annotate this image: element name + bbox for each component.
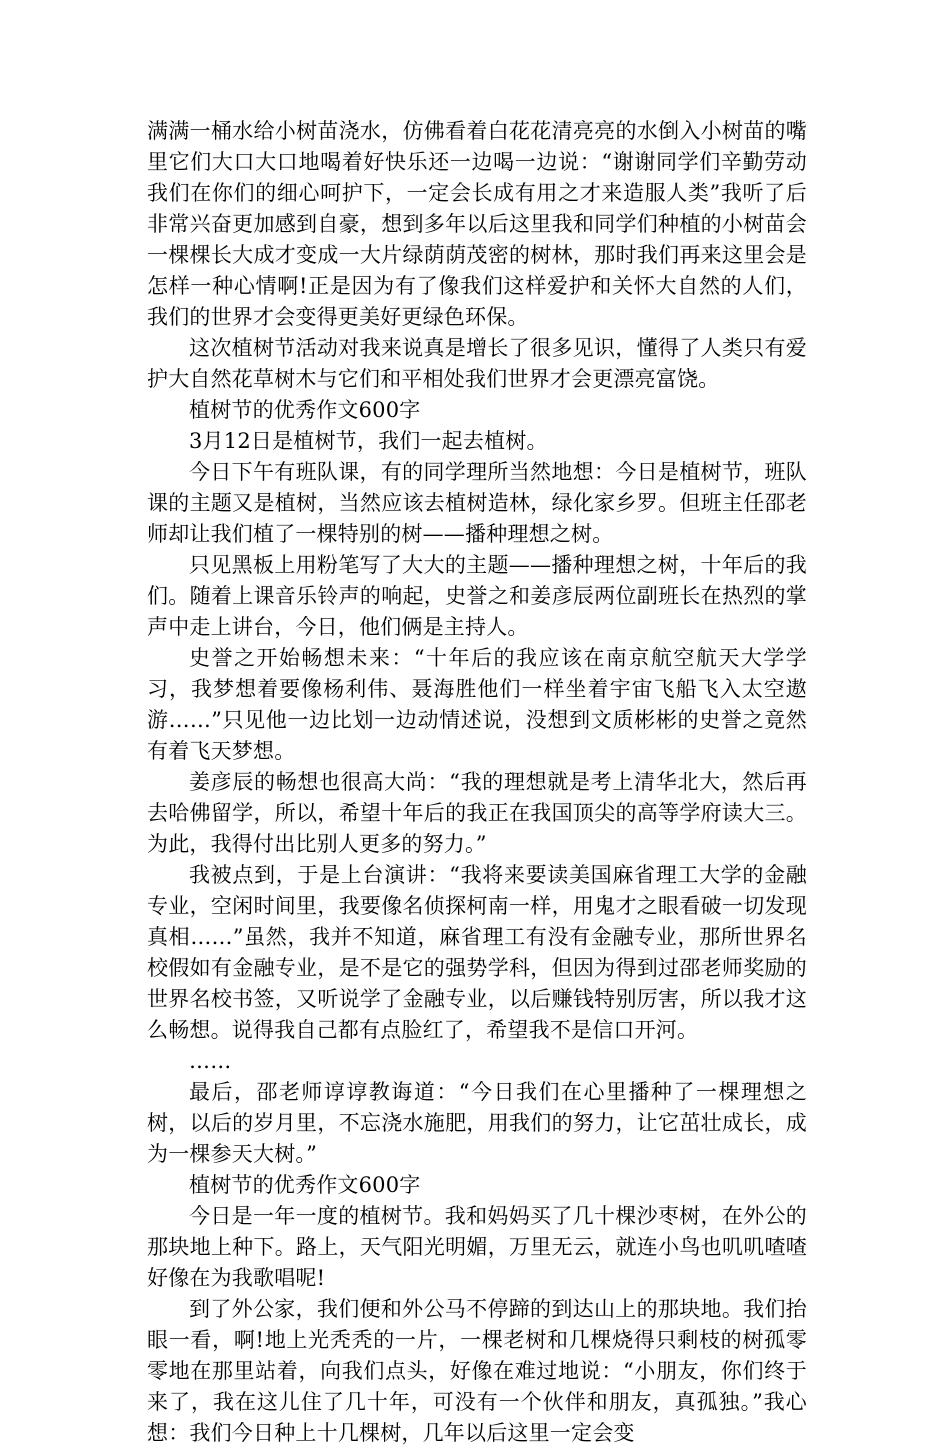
paragraph: 这次植树节活动对我来说真是增长了很多见识，懂得了人类只有爱护大自然花草树木与它们和平相处我们世界才会更漂亮富饶。 (147, 336, 807, 391)
paragraph: 今日是一年一度的植树节。我和妈妈买了几十棵沙枣树，在外公的那块地上种下。路上，天气阳光明媚，万里无云，就连小鸟也叽叽喳喳好像在为我歌唱呢! (147, 1204, 807, 1290)
paragraph: 3月12日是植树节，我们一起去植树。 (189, 429, 548, 453)
paragraph: 我被点到，于是上台演讲：“我将来要读美国麻省理工大学的金融专业，空闲时间里，我要像名侦探柯南一样，用鬼才之眼看破一切发现真相……”虽然，我并不知道，麻省理工有没有金融专业，那所世界名校假如有金融专业，是不是它的强势学科，但因为得到过邵老师奖励的世界名校书签，又听说学了金融专业，以后赚钱特别厉害，所以我才这么畅想。说得我自己都有点脸红了，希望我不是信口开河。 (147, 863, 807, 1042)
paragraph: 史誉之开始畅想未来：“十年后的我应该在南京航空航天大学学习，我梦想着要像杨利伟、聂海胜他们一样坐着宇宙飞船飞入太空遨游……”只见他一边比划一边动情述说，没想到文质彬彬的史誉之竟然有着飞天梦想。 (147, 646, 807, 763)
essay-heading: 植树节的优秀作文600字 (189, 1173, 421, 1197)
essay-heading: 植树节的优秀作文600字 (189, 398, 421, 422)
paragraph: 只见黑板上用粉笔写了大大的主题——播种理想之树，十年后的我们。随着上课音乐铃声的响起，史誉之和姜彦辰两位副班长在热烈的掌声中走上讲台，今日，他们俩是主持人。 (147, 553, 807, 639)
paragraph: 今日下午有班队课，有的同学理所当然地想：今日是植树节，班队课的主题又是植树，当然应该去植树造林，绿化家乡罗。但班主任邵老师却让我们植了一棵特别的树——播种理想之树。 (147, 460, 807, 546)
paragraph-continuation: 满满一桶水给小树苗浇水，仿佛看着白花花清亮亮的水倒入小树苗的嘴里它们大口大口地喝着好快乐还一边喝一边说：“谢谢同学们辛勤劳动我们在你们的细心呵护下，一定会长成有用之才来造服人类”我听了后非常兴奋更加感到自豪，想到多年以后这里我和同学们种植的小树苗会一棵棵长大成才变成一大片绿荫荫茂密的树林，那时我们再来这里会是怎样一种心情啊!正是因为有了像我们这样爱护和关怀大自然的人们，我们的世界才会变得更美好更绿色环保。 (147, 119, 807, 329)
paragraph: 姜彦辰的畅想也很高大尚：“我的理想就是考上清华北大，然后再去哈佛留学，所以，希望十年后的我正在我国顶尖的高等学府读大三。为此，我得付出比别人更多的努力。” (147, 770, 807, 856)
paragraph: 最后，邵老师谆谆教诲道：“今日我们在心里播种了一棵理想之树，以后的岁月里，不忘浇水施肥，用我们的努力，让它茁壮成长，成为一棵参天大树。” (147, 1080, 807, 1166)
paragraph: 到了外公家，我们便和外公马不停蹄的到达山上的那块地。我们抬眼一看，啊!地上光秃秃的一片，一棵老树和几棵烧得只剩枝的树孤零零地在那里站着，向我们点头，好像在难过地说：“小朋友，你们终于来了，我在这儿住了几十年，可没有一个伙伴和朋友，真孤独。”我心想：我们今日种上十几棵树，几年以后这里一定会变 (147, 1297, 807, 1445)
document-body (147, 116, 807, 1449)
ellipsis-paragraph: …… (189, 1049, 232, 1073)
